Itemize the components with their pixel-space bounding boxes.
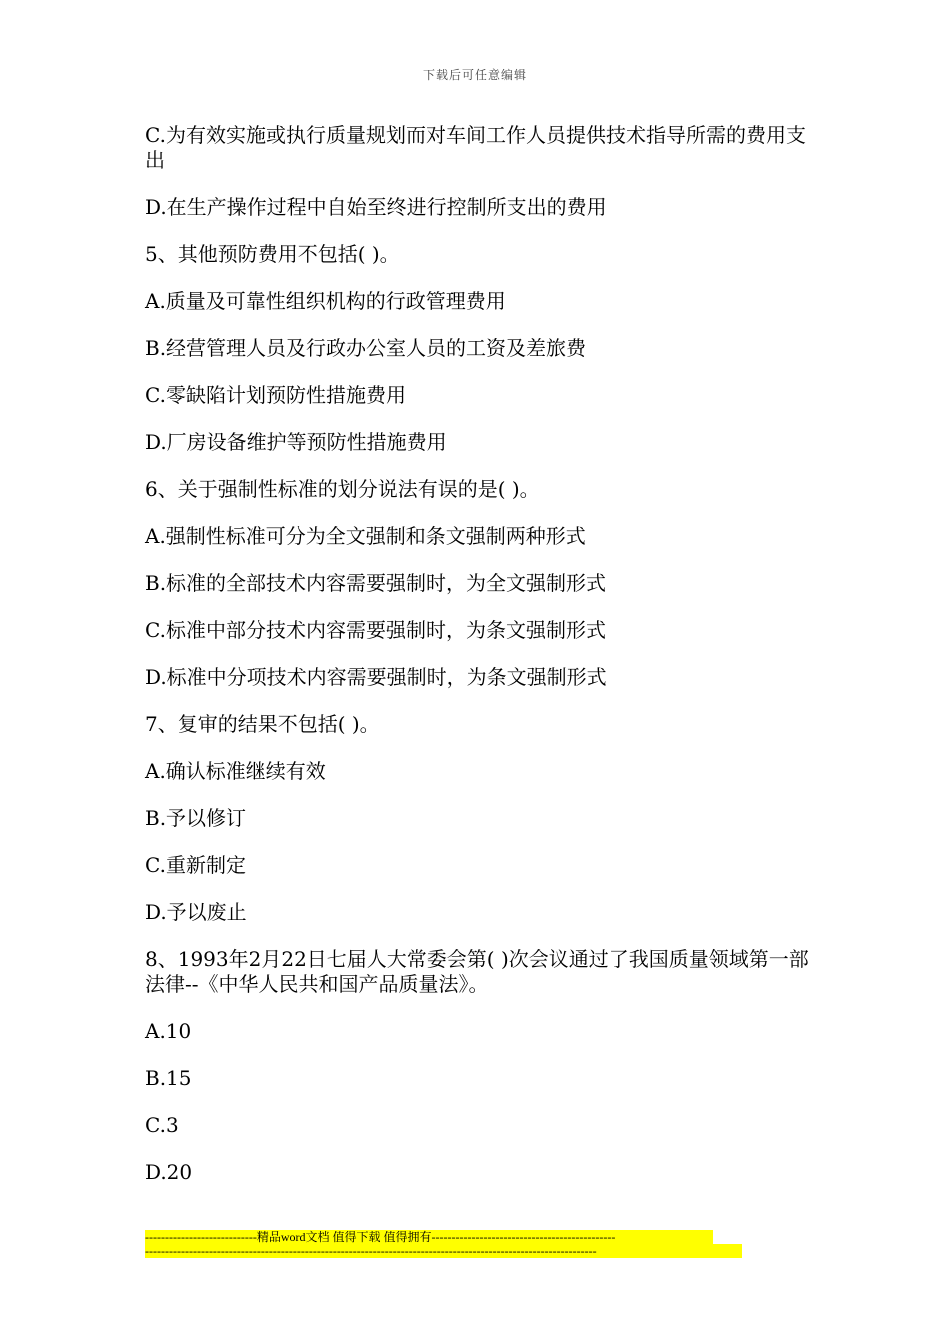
option-d-q7: D.予以废止 — [145, 900, 247, 924]
option-d-q4: D.在生产操作过程中自始至终进行控制所支出的费用 — [145, 195, 607, 219]
footer-line-1: ----------------------------精品word文档 值得下载 值得拥有---------------------------------------------- — [145, 1230, 713, 1244]
option-b-q6: B.标准的全部技术内容需要强制时，为全文强制形式 — [145, 571, 607, 595]
document-body — [145, 123, 815, 1207]
option-c-q4: C.为有效实施或执行质量规划而对车间工作人员提供技术指导所需的费用支出 — [145, 123, 806, 172]
option-b-q8: B.15 — [145, 1066, 192, 1090]
option-d-q8: D.20 — [145, 1160, 193, 1184]
option-a-q7: A.确认标准继续有效 — [145, 759, 326, 783]
question-8: 8、1993年2月22日七届人大常委会第( )次会议通过了我国质量领域第一部法律--《中华人民共和国产品质量法》。 — [145, 947, 809, 996]
option-c-q8: C.3 — [145, 1113, 179, 1137]
question-5: 5、其他预防费用不包括( )。 — [145, 242, 400, 266]
page-footer — [145, 1230, 742, 1258]
option-a-q5: A.质量及可靠性组织机构的行政管理费用 — [145, 289, 506, 313]
option-c-q6: C.标准中部分技术内容需要强制时，为条文强制形式 — [145, 618, 606, 642]
page-header: 下载后可任意编辑 — [422, 68, 527, 82]
option-c-q5: C.零缺陷计划预防性措施费用 — [145, 383, 406, 407]
option-b-q5: B.经营管理人员及行政办公室人员的工资及差旅费 — [145, 336, 587, 360]
option-a-q6: A.强制性标准可分为全文强制和条文强制两种形式 — [145, 524, 586, 548]
question-6: 6、关于强制性标准的划分说法有误的是( )。 — [145, 477, 540, 501]
option-d-q6: D.标准中分项技术内容需要强制时，为条文强制形式 — [145, 665, 607, 689]
option-a-q8: A.10 — [145, 1019, 192, 1043]
footer-line-2: ----------------------------------------------------------------------------------------------------------------- — [145, 1244, 742, 1258]
option-d-q5: D.厂房设备维护等预防性措施费用 — [145, 430, 447, 454]
option-b-q7: B.予以修订 — [145, 806, 247, 830]
option-c-q7: C.重新制定 — [145, 853, 246, 877]
question-7: 7、复审的结果不包括( )。 — [145, 712, 380, 736]
